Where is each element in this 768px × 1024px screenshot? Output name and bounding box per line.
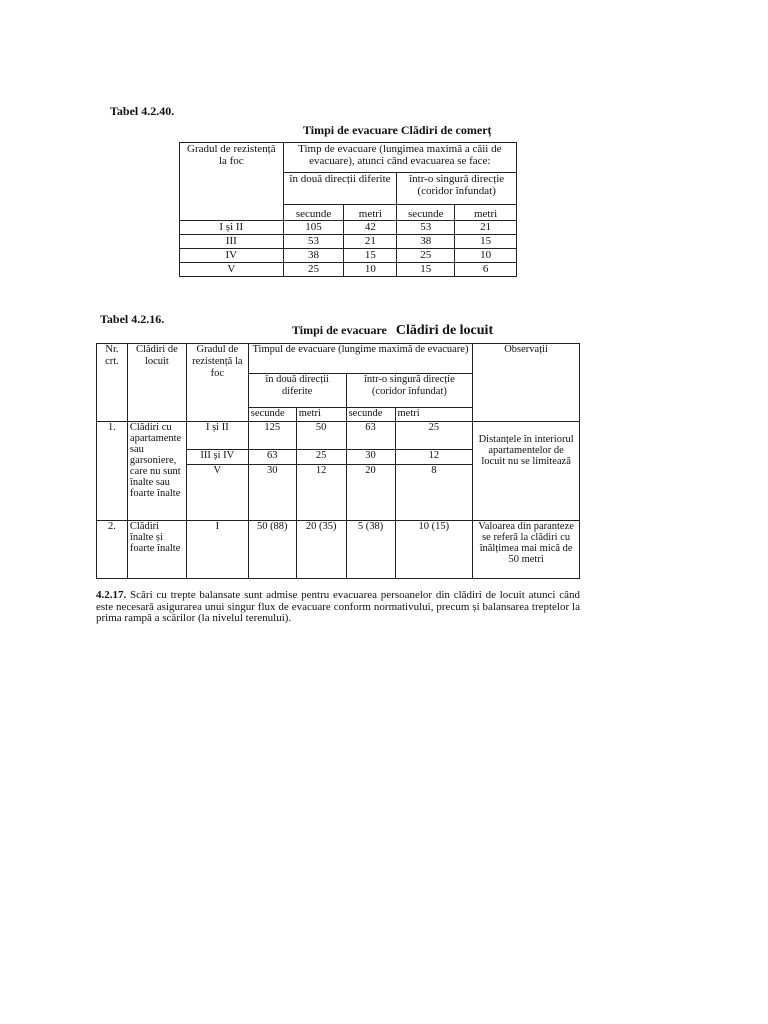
table-row: [180, 235, 517, 249]
table2-cell: 30: [248, 465, 296, 521]
table1-cell-grade: III: [180, 235, 284, 249]
table2-header-time: Timpul de evacuare (lungime maximă de evacuare): [248, 344, 472, 374]
table2-cell-desc: Clădiri înalte și foarte înalte: [127, 521, 186, 579]
table2-cell: 30: [346, 450, 395, 465]
table2-cell: 125: [248, 422, 296, 450]
table2-unit: metri: [296, 408, 346, 422]
table2-cell: 63: [248, 450, 296, 465]
table1-header-two-directions: în două direcții diferite: [283, 173, 397, 205]
table-row: [180, 263, 517, 277]
table1-cell: 10: [344, 263, 397, 277]
table2-header-obs: Observații: [473, 344, 580, 422]
table2-header-cladiri: Clădiri de locuit: [127, 344, 186, 422]
table2-header-two-directions: în două direcții diferite: [248, 374, 346, 408]
table2-unit: secunde: [346, 408, 395, 422]
table2-cell: 20: [346, 465, 395, 521]
table2-cell-obs: Valoarea din paranteze se referă la clădiri cu înălțimea mai mică de 50 metri: [473, 521, 580, 579]
table1-cell: 15: [344, 249, 397, 263]
table1-cell: 42: [344, 221, 397, 235]
table1-cell: 53: [397, 221, 455, 235]
table1-cell: 15: [397, 263, 455, 277]
table2: [96, 343, 580, 579]
table2-cell: 8: [395, 465, 473, 521]
table2-cell: 5 (38): [346, 521, 395, 579]
table1-cell: 25: [283, 263, 344, 277]
table2-cell-nr: 2.: [97, 521, 128, 579]
table1-unit: secunde: [397, 205, 455, 221]
note-paragraph: [96, 590, 580, 625]
table2-cell: 12: [296, 465, 346, 521]
table2-cell: 25: [296, 450, 346, 465]
table2-cell-grade: I și II: [186, 422, 248, 450]
table1-cell: 25: [397, 249, 455, 263]
table2-cell: 25: [395, 422, 473, 450]
table2-cell: 10 (15): [395, 521, 473, 579]
table1-header-one-direction: într-o singură direcție (coridor înfundat): [397, 173, 517, 205]
table-row: [180, 221, 517, 235]
table1-cell: 15: [455, 235, 517, 249]
table2-unit: secunde: [248, 408, 296, 422]
table2-cell-nr: 1.: [97, 422, 128, 521]
table1-unit: metri: [344, 205, 397, 221]
table1-cell: 53: [283, 235, 344, 249]
table2-title-main: Timpi de evacuare: [292, 323, 387, 337]
table2-cell-obs: Distanțele în interiorul apartamentelor de locuit nu se limitează: [473, 422, 580, 521]
table1-cell: 38: [397, 235, 455, 249]
table2-cell: 50 (88): [248, 521, 296, 579]
table1: [179, 142, 517, 277]
table1-header-grade: Gradul de rezistență la foc: [180, 143, 284, 221]
table1-header-time: Timp de evacuare (lungimea maximă a căii de evacuare), atunci când evacuarea se face:: [283, 143, 516, 173]
table1-cell: 10: [455, 249, 517, 263]
table-row: [97, 422, 580, 450]
table1-cell-grade: IV: [180, 249, 284, 263]
table1-unit: secunde: [283, 205, 344, 221]
table2-unit: metri: [395, 408, 473, 422]
table2-cell: 63: [346, 422, 395, 450]
table1-cell: 21: [344, 235, 397, 249]
table1-cell: 21: [455, 221, 517, 235]
table2-header-nr: Nr. crt.: [97, 344, 128, 422]
table1-label: Tabel 4.2.40.: [110, 104, 175, 118]
table2-cell: 50: [296, 422, 346, 450]
table2-header-grade: Gradul de rezistență la foc: [186, 344, 248, 422]
table2-title-type: Clădiri de locuit: [395, 323, 494, 338]
table1-cell: 105: [283, 221, 344, 235]
note-text: Scări cu trepte balansate sunt admise pentru evacuarea persoanelor din clădiri de locuit atunci când este necesară asigurarea unui singur flux de evacuare conform normativului, precum și balansarea treptelor la prima rampă a scărilor (la nivelul terenului).: [96, 589, 580, 624]
note-number: 4.2.17.: [96, 589, 127, 601]
table2-title: [292, 323, 493, 339]
table1-cell: 38: [283, 249, 344, 263]
table1-cell-grade: I și II: [180, 221, 284, 235]
table2-header-one-direction: într-o singură direcție (coridor înfundat): [346, 374, 473, 408]
table2-cell-grade: I: [186, 521, 248, 579]
table-row: [180, 249, 517, 263]
table1-cell: 6: [455, 263, 517, 277]
table1-unit: metri: [455, 205, 517, 221]
table1-title: Timpi de evacuare Clădiri de comerț: [303, 123, 492, 137]
table2-cell-grade: III și IV: [186, 450, 248, 465]
table2-cell: 12: [395, 450, 473, 465]
table1-cell-grade: V: [180, 263, 284, 277]
table2-cell-grade: V: [186, 465, 248, 521]
table2-cell: 20 (35): [296, 521, 346, 579]
table2-cell-desc: Clădiri cu apartamente sau garsoniere, care nu sunt înalte sau foarte înalte: [127, 422, 186, 521]
table2-label: Tabel 4.2.16.: [100, 312, 165, 326]
table-row: [97, 521, 580, 579]
